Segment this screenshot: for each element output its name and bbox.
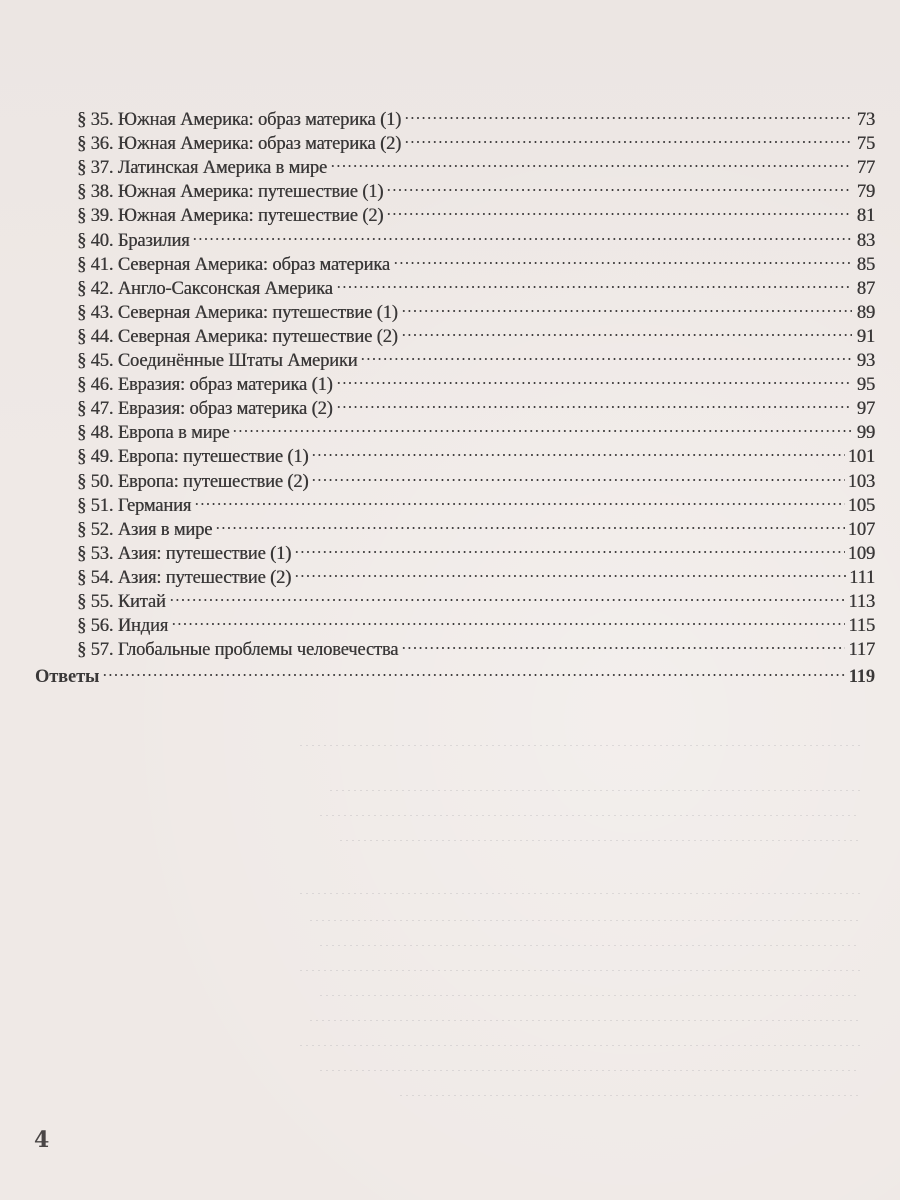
toc-entry[interactable]	[77, 511, 875, 540]
toc-entry[interactable]	[77, 294, 875, 323]
bleed-through-line	[320, 995, 860, 996]
dot-leader	[294, 535, 845, 559]
toc-entry-title: § 49. Европа: путешествие (1)	[77, 447, 309, 468]
bleed-through-line	[300, 745, 860, 746]
dot-leader	[102, 658, 845, 682]
toc-entry-title: § 51. Германия	[77, 495, 192, 516]
dot-leader	[404, 125, 852, 149]
dot-leader	[401, 294, 852, 318]
toc-entry-title: § 56. Индия	[77, 616, 169, 637]
toc-entry[interactable]	[77, 487, 875, 516]
bleed-through-line	[300, 970, 860, 971]
bleed-through-line	[400, 1095, 860, 1096]
toc-entry[interactable]	[77, 390, 875, 420]
toc-entry-page: 87	[856, 278, 875, 299]
toc-entry[interactable]	[77, 583, 875, 612]
dot-leader	[294, 559, 846, 583]
toc-entry-page: 99	[856, 423, 875, 444]
dot-leader	[360, 342, 852, 366]
toc-entry-page: 79	[856, 182, 875, 203]
toc-entry-title: § 38. Южная Америка: путешествие (1)	[77, 182, 384, 203]
toc-entry-page: 97	[856, 399, 875, 420]
dot-leader	[336, 366, 852, 390]
toc-entry-title: § 54. Азия: путешествие (2)	[77, 567, 292, 588]
toc-entry-title: § 41. Северная Америка: образ материка	[77, 254, 390, 275]
dot-leader	[401, 318, 852, 342]
toc-entry[interactable]	[77, 270, 875, 299]
toc-entry[interactable]	[77, 101, 875, 130]
dot-leader	[330, 149, 852, 173]
bleed-through-line	[320, 945, 860, 946]
toc-entry[interactable]	[77, 559, 875, 588]
toc-entry-page: 81	[856, 206, 875, 227]
toc-entry[interactable]	[77, 366, 875, 396]
toc-entry-title: § 53. Азия: путешествие (1)	[77, 543, 292, 564]
dot-leader	[393, 246, 852, 270]
toc-entry-title: § 43. Северная Америка: путешествие (1)	[77, 302, 398, 323]
toc-entry-title: § 39. Южная Америка: путешествие (2)	[77, 206, 384, 227]
toc-entry[interactable]	[77, 607, 875, 637]
toc-entry-title: § 57. Глобальные проблемы человечества	[77, 640, 399, 661]
toc-entry[interactable]	[77, 438, 875, 468]
dot-leader	[404, 101, 852, 125]
bleed-through-line	[300, 1045, 860, 1046]
toc-entry[interactable]	[77, 414, 875, 444]
dot-leader	[386, 197, 852, 221]
toc-entry-page: 117	[848, 640, 875, 661]
toc-entry-title: § 37. Латинская Америка в мире	[77, 158, 327, 179]
toc-entry-page: 113	[848, 592, 875, 612]
dot-leader	[401, 631, 845, 655]
dot-leader	[336, 390, 852, 414]
toc-entry-title: § 46. Евразия: образ материка (1)	[77, 375, 333, 396]
toc-entry-title: § 50. Европа: путешествие (2)	[77, 471, 309, 492]
toc-entry[interactable]	[77, 535, 875, 564]
toc-entry[interactable]	[77, 463, 875, 492]
toc-entry-page: 109	[847, 543, 875, 564]
toc-entry-page: 93	[856, 351, 875, 371]
toc-entry-page: 85	[856, 254, 875, 275]
toc-entry[interactable]	[77, 246, 875, 275]
toc-entry-title: § 35. Южная Америка: образ материка (1)	[77, 110, 402, 130]
toc-entry-page: 77	[856, 158, 875, 179]
toc-entry-page: 107	[847, 519, 875, 540]
toc-entry-title: § 42. Англо-Саксонская Америка	[77, 278, 333, 299]
dot-leader	[336, 270, 852, 294]
bleed-through-line	[310, 920, 860, 921]
toc-entry-title: § 52. Азия в мире	[77, 519, 213, 540]
toc-entry[interactable]	[77, 318, 875, 347]
toc-entry-page: 83	[856, 230, 875, 251]
toc-entry-page: 95	[856, 375, 875, 396]
dot-leader	[311, 438, 844, 462]
bleed-through-line	[330, 790, 860, 791]
dot-leader	[232, 414, 852, 438]
toc-entry-page: 73	[856, 110, 875, 130]
toc-entry-answers[interactable]	[35, 658, 875, 687]
toc-entry-title: § 47. Евразия: образ материка (2)	[77, 399, 333, 420]
toc-entry-page: 103	[847, 471, 875, 492]
toc-entry-page: 91	[856, 326, 875, 347]
dot-leader	[171, 607, 845, 631]
toc-entry-page: 119	[848, 666, 875, 687]
toc-entry-page: 105	[847, 495, 875, 516]
toc-entry-page: 115	[848, 616, 875, 637]
toc-entry-page: 89	[856, 302, 875, 323]
toc-entry-title: Ответы	[35, 666, 100, 687]
toc-entry-title: § 44. Северная Америка: путешествие (2)	[77, 326, 398, 347]
toc-entry-title: § 36. Южная Америка: образ материка (2)	[77, 134, 402, 155]
dot-leader	[192, 222, 852, 246]
toc-entry[interactable]	[77, 631, 875, 661]
toc-entry[interactable]	[77, 173, 875, 203]
toc-entry[interactable]	[77, 149, 875, 179]
dot-leader	[169, 583, 846, 607]
toc-entry[interactable]	[77, 197, 875, 227]
toc-entry-page: 111	[849, 567, 875, 588]
toc-entry[interactable]	[77, 342, 875, 371]
toc-entry-title: § 48. Европа в мире	[77, 423, 230, 444]
toc-entry-page: 75	[856, 134, 875, 155]
bleed-through-line	[340, 840, 860, 841]
dot-leader	[215, 511, 844, 535]
dot-leader	[386, 173, 852, 197]
bleed-through-line	[310, 1020, 860, 1021]
toc-entry-title: § 55. Китай	[77, 592, 166, 612]
toc-entry-page: 101	[847, 447, 875, 468]
dot-leader	[194, 487, 845, 511]
toc-entry[interactable]	[77, 222, 875, 251]
toc-entry-title: § 45. Соединённые Штаты Америки	[77, 351, 358, 371]
page-number: 4	[34, 1127, 50, 1153]
bleed-through-line	[300, 893, 860, 894]
toc-entry-title: § 40. Бразилия	[77, 230, 190, 251]
dot-leader	[311, 463, 844, 487]
bleed-through-line	[320, 1070, 860, 1071]
toc-entry[interactable]	[77, 125, 875, 155]
bleed-through-line	[320, 815, 860, 816]
